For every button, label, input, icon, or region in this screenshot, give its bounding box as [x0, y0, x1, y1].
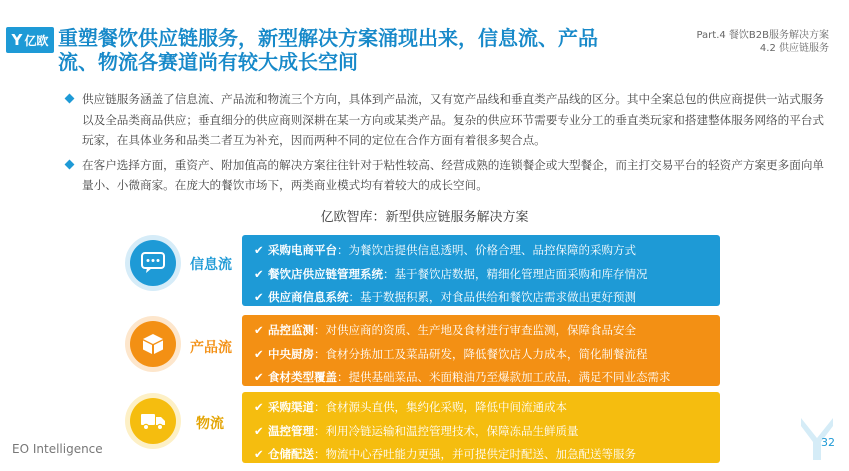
- list-item: ✔ 温控管理：利用冷链运输和温控管理技术，保障冻品生鲜质量: [254, 420, 720, 444]
- title-line-2: 流、物流各赛道尚有较大成长空间: [58, 50, 358, 74]
- section-part: Part.4 餐饮B2B服务解决方案: [696, 30, 829, 41]
- title-line-1: 重塑餐饮供应链服务，新型解决方案涌现出来，信息流、产品: [58, 26, 598, 50]
- logo-y-icon: Y: [11, 31, 23, 49]
- page-number: 32: [821, 436, 835, 449]
- list-item: ✔ 采购渠道：食材源头直供，集约化采购，降低中间流通成本: [254, 396, 720, 420]
- row-label-logistics: 物流: [196, 416, 224, 432]
- info-flow-panel: [242, 235, 720, 306]
- section-label: [696, 29, 829, 55]
- logistics-panel: [242, 392, 720, 463]
- bullet-item: [64, 155, 824, 196]
- diagram-subtitle: 亿欧智库：新型供应链服务解决方案: [320, 210, 529, 225]
- box-icon: [130, 321, 176, 367]
- bullet-text: 在客户选择方面，重资产、附加值高的解决方案往往针对于粘性较高、经营成熟的连锁餐企或大型餐企，而主打交易平台的轻资产方案更多面向单量小、小微商家。在庞大的餐饮市场下，两类商业模式均有着较大的成长空间。: [82, 157, 825, 192]
- bullet-item: [64, 89, 824, 151]
- row-label-info-flow: 信息流: [190, 257, 232, 273]
- diamond-bullet-icon: [65, 159, 75, 169]
- check-icon: ✔: [254, 243, 264, 257]
- list-item: ✔ 中央厨房：食材分拣加工及菜品研发，降低餐饮店人力成本，简化制餐流程: [254, 343, 720, 367]
- check-icon: ✔: [254, 423, 264, 438]
- check-icon: ✔: [254, 346, 264, 361]
- eo-logo: [6, 27, 54, 53]
- list-item: ✔ 采购电商平台：为餐饮店提供信息透明、价格合理、品控保障的采购方式: [254, 239, 720, 263]
- footer-brand: EO Intelligence: [12, 442, 103, 456]
- truck-icon: [130, 398, 176, 444]
- list-item: ✔ 食材类型覆盖：提供基础菜品、米面粮油乃至爆款加工成品，满足不同业态需求: [254, 366, 720, 390]
- check-icon: ✔: [254, 266, 264, 281]
- bullet-text: 供应链服务涵盖了信息流、产品流和物流三个方向，具体到产品流，又有宽产品线和垂直类产品线的区分。其中全案总包的供应商提供一站式服务以及全品类商品供应；垂直细分的供应商则深耕在某一方向或某类产品。复杂的供应环节需要专业分工的垂直类玩家和搭建整体服务网络的平台式玩家，在具体业务和品类二者互为补充，因而两种不同的定位在合作方面有着很多契合点。: [82, 92, 825, 147]
- section-number: 4.2 供应链服务: [759, 43, 829, 54]
- diamond-bullet-icon: [65, 94, 75, 104]
- list-item: ✔ 供应商信息系统：基于数据积累，对食品供给和餐饮店需求做出更好预测: [254, 286, 720, 310]
- check-icon: ✔: [254, 370, 264, 384]
- list-item: ✔ 仓储配送：物流中心吞吐能力更强，并可提供定时配送、加急配送等服务: [254, 443, 720, 467]
- row-label-product-flow: 产品流: [190, 340, 232, 356]
- page-title: [58, 26, 658, 74]
- list-item: ✔ 餐饮店供应链管理系统：基于餐饮店数据，精细化管理店面采购和库存情况: [254, 263, 720, 287]
- bullet-list: [64, 89, 824, 200]
- chat-bubble-icon: [130, 240, 176, 286]
- check-icon: ✔: [254, 290, 264, 304]
- check-icon: ✔: [254, 323, 264, 337]
- logo-text: 亿欧: [24, 33, 49, 48]
- check-icon: ✔: [254, 400, 264, 414]
- list-item: ✔ 品控监测：对供应商的资质、生产地及食材进行审查监测，保障食品安全: [254, 319, 720, 343]
- product-flow-panel: [242, 315, 720, 386]
- check-icon: ✔: [254, 447, 264, 461]
